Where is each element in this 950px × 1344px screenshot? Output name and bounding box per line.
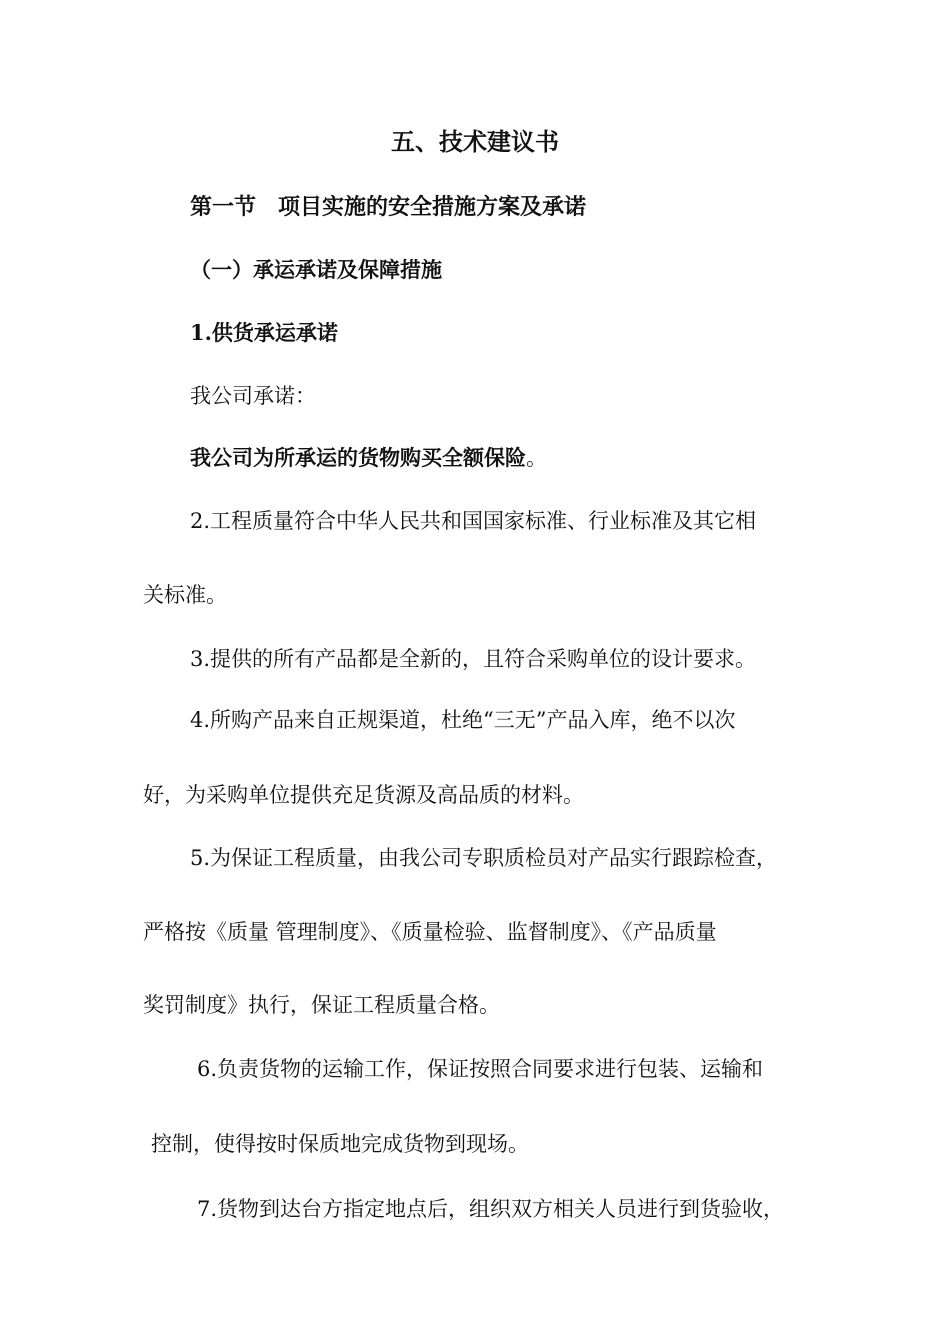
paragraph-line: 5.为保证工程质量，由我公司专职质检员对产品实行跟踪检查， <box>190 846 778 870</box>
paragraph-line: 3.提供的所有产品都是全新的，且符合采购单位的设计要求。 <box>190 647 757 671</box>
insurance-statement-end: 。 <box>526 446 547 470</box>
subsection-heading: （一）承运承诺及保障措施 <box>190 257 442 282</box>
paragraph-line: 严格按《质量 管理制度》、《质量检验、监督制度》、《产品质量 <box>143 920 717 944</box>
paragraph-line: 4.所购产品来自正规渠道，杜绝“三无”产品入库，绝不以次 <box>190 708 736 732</box>
insurance-statement <box>190 444 547 472</box>
paragraph-line: 2.工程质量符合中华人民共和国国家标准、行业标准及其它相 <box>190 509 757 533</box>
intro-text: 我公司承诺： <box>190 384 316 408</box>
paragraph-line: 6.负责货物的运输工作，保证按照合同要求进行包装、运输和 <box>197 1057 764 1081</box>
document-title: 五、技术建议书 <box>391 127 559 156</box>
paragraph-line: 控制，使得按时保质地完成货物到现场。 <box>151 1132 529 1156</box>
insurance-statement-bold: 我公司为所承运的货物购买全额保险 <box>190 445 526 470</box>
paragraph-line: 7.货物到达台方指定地点后，组织双方相关人员进行到货验收， <box>197 1197 785 1221</box>
paragraph-line: 奖罚制度》执行，保证工程质量合格。 <box>143 993 500 1017</box>
section-heading: 第一节 项目实施的安全措施方案及承诺 <box>190 194 587 220</box>
paragraph-line: 好，为采购单位提供充足货源及高品质的材料。 <box>143 783 584 807</box>
item-heading: 1.供货承运承诺 <box>190 320 338 345</box>
paragraph-line: 关标准。 <box>143 583 227 607</box>
